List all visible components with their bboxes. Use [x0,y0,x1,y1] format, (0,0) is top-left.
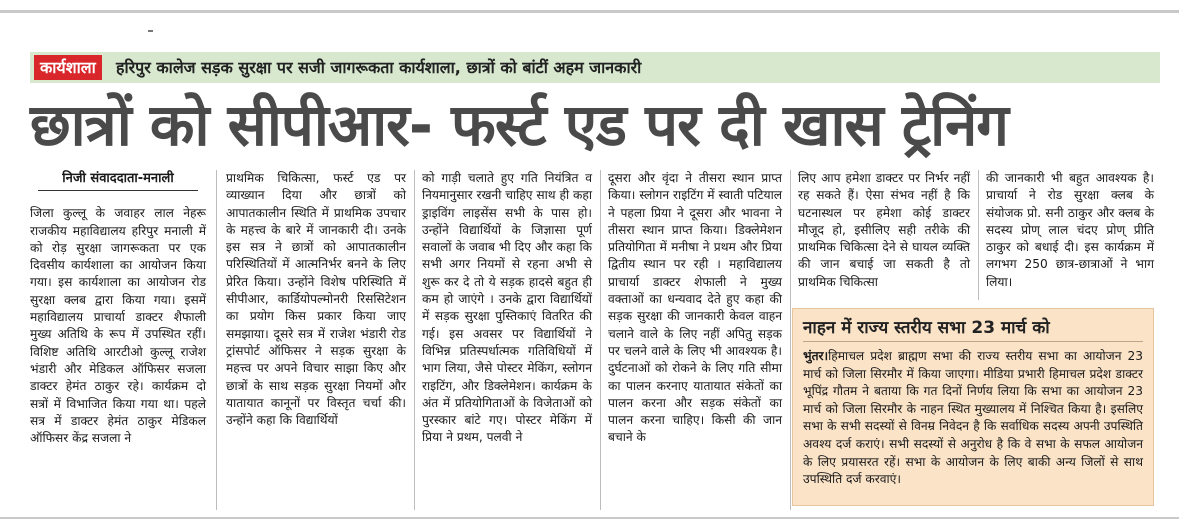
column-1 [30,170,206,447]
column-3-text: को गाड़ी चलाते हुए गति नियंत्रित व नियमानुसार रखनी चाहिए साथ ही कहा ड्राइविंग लाइसेंस सभी के पास हो। उन्होंने विद्यार्थियों के जिज्ञासा पूर्ण सवालों के जवाब भी दिए और कहा कि सभी अगर नियमों से रहना अभी से शुरू कर दे तो ये सड़क हादसे बहुत ही कम हो जाएंगे । उनके द्वारा विद्यार्थियों में सड़क सुरक्षा पुस्तिकाएं वितरित की गई। इस अवसर पर विद्यार्थियों ने विभिन्न प्रतिस्पर्धात्मक गतिविधियों में भाग लिया, जैसे पोस्टर मेकिंग, स्लोगन राइटिंग, और डिक्लेमेशन। कार्यक्रम के अंत में प्रतियोगिताओं के विजेताओं को पुरस्कार बांटे गए। पोस्टर मेकिंग में प्रिया ने प्रथम, पलवी ने [422,171,592,445]
column-3 [422,170,592,447]
column-2-text: प्राथमिक चिकित्सा, फर्स्ट एड पर व्याख्यान दिया और छात्रों को आपातकालीन स्थिति में प्राथमिक उपचार के महत्त्व के बारे में जानकारी दी। उनके इस सत्र ने छात्रों को आपातकालीन परिस्थितियों में आत्मनिर्भर बनने के लिए प्रेरित किया। उन्होंने विशेष परिस्थिति में सीपीआर, कार्डियोपल्मोनरी रिससिटेशन का प्रयोग किस प्रकार किया जाए समझाया। दूसरे सत्र में राजेश भंडारी रोड ट्रांसपोर्ट ऑफिसर ने सड़क सुरक्षा के महत्त्व पर अपने विचार साझा किए और छात्रों के साथ सड़क सुरक्षा नियमों और यातायात कानूनों पर विस्तृत चर्चा की। उन्होंने कहा कि विद्यार्थियों [226,171,406,428]
kicker-text: हरिपुर कालेज सड़क सुरक्षा पर सजी जागरूकता कार्यशाला, छात्रों को बांटीं अहम जानकारी [116,58,642,77]
column-5 [798,170,970,291]
brief-text: हिमाचल प्रदेश ब्राह्मण सभा की राज्य स्तरीय सभा का आयोजन 23 मार्च को जिला सिरमौर में किया जाएगा। मीडिया प्रभारी हिमाचल प्रदेश डाक्टर भूपिंद्र गौतम ने बताया कि गत दिनों निर्णय लिया कि सभा का आयोजन 23 मार्च को जिला सिरमौर के नाहन स्थित मुख्यालय में निश्चित किया है। इसलिए सभा के सभी सदस्यों से विनम्र निवेदन है कि सर्वाधिक सदस्य अपनी उपस्थिति अवश्य दर्ज कराएं। सभी सदस्यों से अनुरोध है कि वे सभा के सफल आयोजन के लिए प्रयासरत रहें। सभा के आयोजन के लिए बाकी अन्य जिलों से साथ उपस्थिति दर्ज करवाएं। [803,349,1143,487]
column-divider [414,170,415,510]
column-5-text: लिए आप हमेशा डाक्टर पर निर्भर नहीं रह सकते हैं। ऐसा संभव नहीं है कि घटनास्थल पर हमेशा कोई डाक्टर मौजूद हो, इसीलिए सही तरीके की प्राथमिक चिकित्सा देने से घायल व्यक्ति की जान बचाई जा सकती है तो प्राथमिक चिकित्सा [798,171,970,289]
section-tag: कार्यशाला [34,55,102,80]
column-4-text: दूसरा और वृंदा ने तीसरा स्थान प्राप्त किया। स्लोगन राइटिंग में स्वाती पटियाल ने पहला प्रिया ने दूसरा और भावना ने तीसरा स्थान प्राप्त किया। डिक्लेमेशन प्रतियोगिता में मनीषा ने प्रथम और प्रिया द्वितीय स्थान पर रही । महाविद्यालय प्राचार्या डाक्टर शेफाली ने मुख्य वक्ताओं का धन्यवाद देते हुए कहा की सड़क सुरक्षा की जानकारी केवल वाहन चलाने वाले के लिए नहीं अपितु सड़क पर चलने वाले के लिए भी आवश्यक है। दुर्घटनाओं को रोकने के लिए गति सीमा का पालन करनाए यातायात संकेतों का पालन करना और सड़क संकेतों का पालन करना चाहिए। किसी की जान बचाने के [608,171,782,445]
byline: निजी संवाददाता-मनाली [38,170,198,191]
column-divider [978,170,979,300]
bottom-rule [0,517,1179,519]
top-dash [148,30,153,32]
headline: छात्रों को सीपीआर- फर्स्ट एड पर दी खास ट्रेनिंग [30,91,1008,159]
column-divider [600,170,601,510]
column-divider [216,170,217,510]
column-divider [790,170,791,510]
brief-headline: नाहन में राज्य स्तरीय सभा 23 मार्च को [803,315,1143,342]
top-rule [0,10,1179,13]
brief-body [803,348,1143,489]
brief-dateline: भुंतर। [803,349,829,363]
column-6-text: की जानकारी भी बहुत आवश्यक है। प्राचार्या ने रोड सुरक्षा क्लब के संयोजक प्रो. सनी ठाकुर और क्लब के सदस्य प्रोण् लाल चंदए प्रोण् प्रीति ठाकुर को बधाई दी। इस कार्यक्रम में लगभग 250 छात्र-छात्राओं ने भाग लिया। [986,171,1154,289]
column-6 [986,170,1154,291]
column-2 [226,170,406,429]
news-brief-box [792,308,1154,506]
column-4 [608,170,782,447]
column-1-text: जिला कुल्लू के जवाहर लाल नेहरू राजकीय महाविद्यालय हरिपुर मनाली में को रोड़ सुरक्षा जागरूकता पर एक दिवसीय कार्यशाला का आयोजन किया गया। इस कार्यशाला का आयोजन रोड सुरक्षा क्लब द्वारा किया गया। इसमें महाविद्यालय प्राचार्या डाक्टर शैफाली मुख्य अतिथि के रूप में उपस्थित रहीं। विशिष्ट अतिथि आरटीओ कुल्लू राजेश भंडारी और मेडिकल ऑफिसर सजला डाक्टर हेमंत ठाकुर रहे। कार्यक्रम दो सत्रों में विभाजित किया गया था। पहले सत्र में डाक्टर हेमंत ठाकुर मेडिकल ऑफिसर केंद्र सजला ने [30,206,206,446]
